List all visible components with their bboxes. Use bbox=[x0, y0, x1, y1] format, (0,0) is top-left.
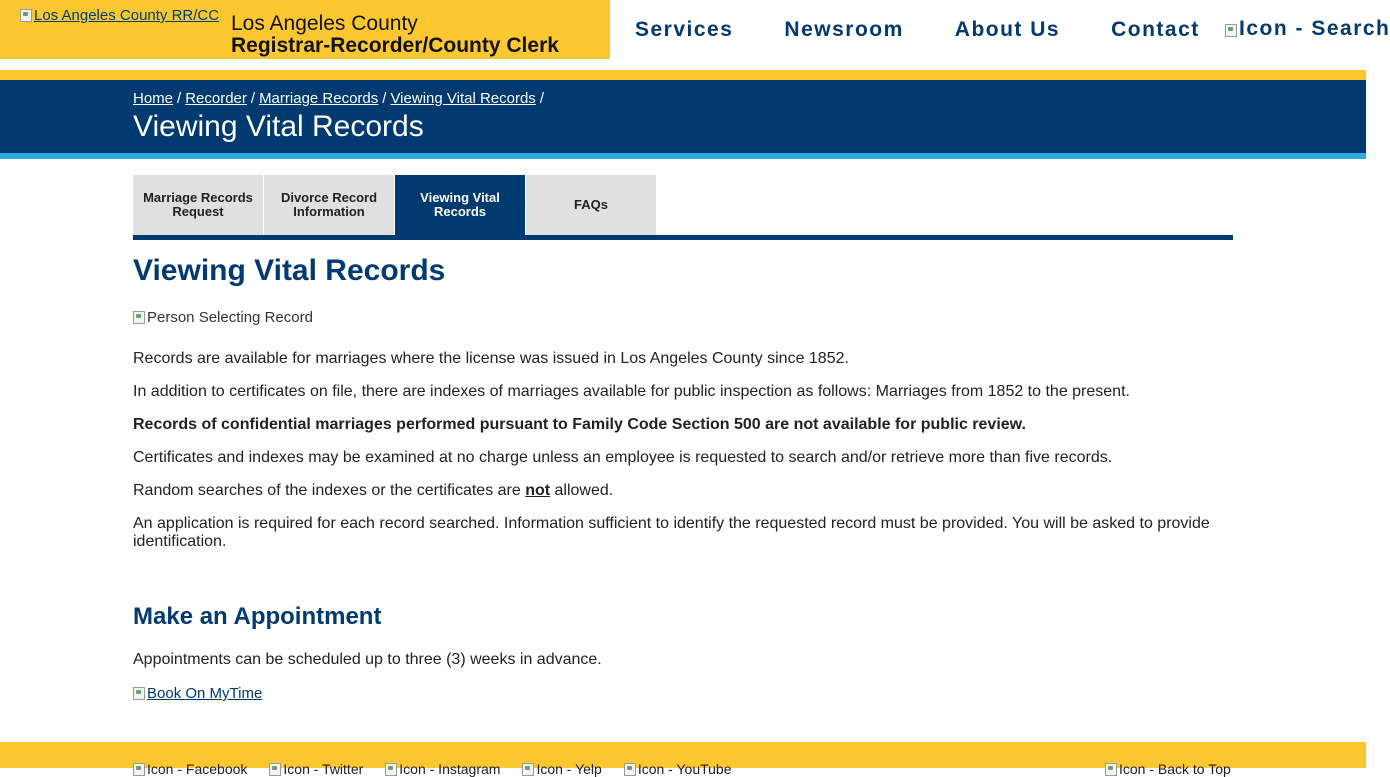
logo-alt-text: Los Angeles County RR/CC bbox=[34, 7, 220, 24]
breadcrumb-separator: / bbox=[177, 90, 182, 107]
youtube-link[interactable] bbox=[624, 761, 732, 777]
brand-department-name: Registrar-Recorder/County Clerk bbox=[231, 34, 559, 57]
back-to-top-link[interactable] bbox=[1105, 761, 1231, 777]
content-heading: Viewing Vital Records bbox=[133, 254, 446, 287]
paragraph-random-searches bbox=[133, 482, 1233, 500]
image-alt-text: Person Selecting Record bbox=[147, 309, 313, 326]
back-to-top-icon bbox=[1105, 763, 1117, 776]
twitter-alt-text: Icon - Twitter bbox=[283, 761, 364, 777]
book-on-mytime-link[interactable] bbox=[133, 685, 262, 702]
nav-services[interactable]: Services bbox=[635, 17, 734, 41]
social-links bbox=[133, 761, 754, 777]
confidential-notice: Records of confidential marriages performed pursuant to Family Code Section 500 are not available for public review. bbox=[133, 416, 1026, 433]
nav-contact[interactable]: Contact bbox=[1111, 17, 1200, 41]
tab-faqs[interactable]: FAQs bbox=[526, 175, 656, 235]
breadcrumb-marriage-records[interactable]: Marriage Records bbox=[259, 90, 379, 107]
section-tabs bbox=[133, 175, 657, 235]
tab-viewing-vital-records[interactable]: Viewing Vital Records bbox=[395, 175, 525, 235]
brand-county-name: Los Angeles County bbox=[231, 12, 418, 35]
broken-image-icon bbox=[133, 687, 145, 700]
youtube-alt-text: Icon - YouTube bbox=[637, 761, 732, 777]
appointment-heading: Make an Appointment bbox=[133, 603, 382, 630]
paragraph-application: An application is required for each record searched. Information sufficient to identify the requested record must be provided. You will be asked to provide identification. bbox=[133, 515, 1210, 550]
breadcrumb-separator: / bbox=[250, 90, 256, 107]
breadcrumb-separator: / bbox=[539, 90, 544, 107]
person-selecting-record-image bbox=[133, 309, 313, 326]
breadcrumb-viewing-vital-records[interactable]: Viewing Vital Records bbox=[390, 90, 536, 107]
instagram-link[interactable] bbox=[385, 761, 500, 777]
paragraph-indexes: In addition to certificates on file, there are indexes of marriages available for public inspection as follows: Marriages from 1852 to the present. bbox=[133, 383, 1130, 400]
paragraph-availability: Records are available for marriages where the license was issued in Los Angeles County since 1852. bbox=[133, 350, 849, 367]
back-to-top-alt-text: Icon - Back to Top bbox=[1119, 761, 1231, 777]
breadcrumb-home[interactable]: Home bbox=[133, 90, 174, 107]
main-navigation bbox=[610, 0, 1226, 59]
facebook-icon bbox=[133, 763, 145, 776]
twitter-icon bbox=[269, 763, 281, 776]
paragraph-no-charge: Certificates and indexes may be examined at no charge unless an employee is requested to search and/or retrieve more than five records. bbox=[133, 449, 1113, 466]
header-gold-rule bbox=[0, 70, 1366, 80]
random-searches-text-start: Random searches of the indexes or the certificates are bbox=[133, 482, 526, 499]
yelp-link[interactable] bbox=[522, 761, 601, 777]
appointment-text: Appointments can be scheduled up to three (3) weeks in advance. bbox=[133, 651, 602, 668]
search-icon bbox=[1225, 24, 1237, 37]
site-logo-link[interactable] bbox=[20, 7, 219, 24]
site-footer bbox=[0, 742, 1366, 777]
twitter-link[interactable] bbox=[269, 761, 363, 777]
nav-newsroom[interactable]: Newsroom bbox=[784, 17, 904, 41]
yelp-alt-text: Icon - Yelp bbox=[536, 761, 602, 777]
nav-about-us[interactable]: About Us bbox=[954, 17, 1061, 41]
breadcrumb-recorder[interactable]: Recorder bbox=[185, 90, 247, 107]
not-emphasis: not bbox=[525, 482, 551, 499]
search-alt-text: Icon - Search bbox=[1239, 17, 1390, 40]
site-header bbox=[0, 0, 1390, 70]
tab-divorce-record-information[interactable]: Divorce Record Information bbox=[264, 175, 394, 235]
tab-marriage-records-request[interactable]: Marriage Records Request bbox=[133, 175, 263, 235]
instagram-alt-text: Icon - Instagram bbox=[399, 761, 501, 777]
booking-alt-text: Book On MyTime bbox=[147, 685, 263, 702]
page-title-band bbox=[0, 80, 1366, 153]
youtube-icon bbox=[624, 763, 636, 776]
tabs-underline bbox=[133, 235, 1233, 240]
breadcrumb-separator: / bbox=[382, 90, 387, 107]
instagram-icon bbox=[385, 763, 397, 776]
facebook-link[interactable] bbox=[133, 761, 247, 777]
logo-area bbox=[0, 0, 610, 59]
page-title: Viewing Vital Records bbox=[133, 110, 424, 143]
title-band-accent-rule bbox=[0, 153, 1366, 159]
facebook-alt-text: Icon - Facebook bbox=[147, 761, 248, 777]
breadcrumb bbox=[133, 90, 548, 107]
broken-image-icon bbox=[133, 311, 145, 324]
yelp-icon bbox=[522, 763, 534, 776]
paragraph-confidential bbox=[133, 416, 1233, 434]
broken-image-icon bbox=[20, 9, 32, 22]
random-searches-text-end: allowed. bbox=[550, 482, 614, 499]
search-button[interactable] bbox=[1225, 17, 1390, 41]
